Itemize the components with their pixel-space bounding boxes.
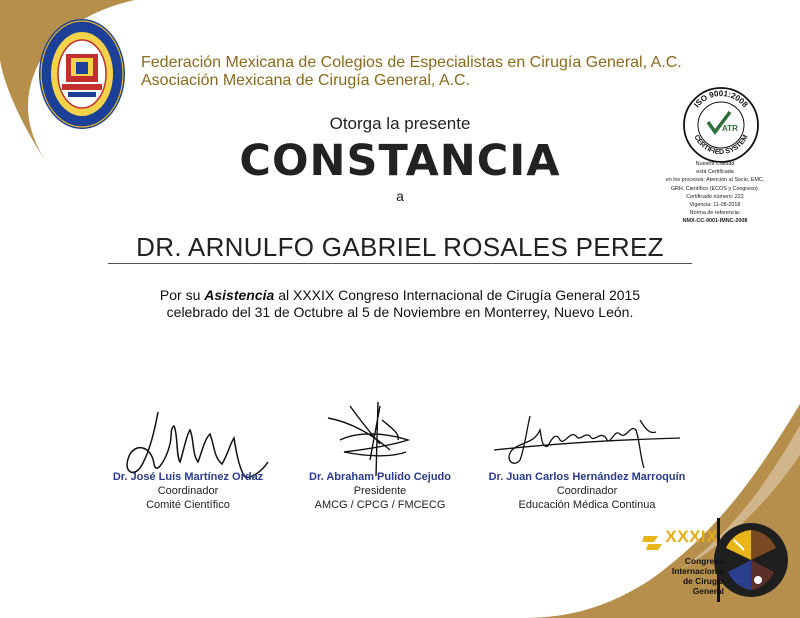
iso-line: Vigencia: 11-08-2018 [689, 202, 741, 209]
congress-line: General [692, 586, 724, 596]
signatory-2 [296, 470, 464, 512]
signatory-role: Presidente [353, 485, 407, 497]
iso-line: está Certificada [696, 169, 734, 176]
iso-line: Norma de referencia: [689, 210, 741, 217]
description-emphasis: Asistencia [204, 287, 275, 303]
recipient-underline [108, 263, 692, 264]
congress-logo-text [640, 527, 724, 596]
congress-numeral: XXXIX [665, 527, 718, 546]
signatory-area: Educación Médica Continua [518, 499, 656, 511]
signatory-3 [478, 470, 696, 512]
recipient-name: DR. ARNULFO GABRIEL ROSALES PEREZ [136, 232, 664, 262]
iso-line: GRH, Científico (ECOS y Congreso). [670, 185, 760, 192]
signatory-role: Coordinador [157, 485, 219, 497]
congress-line: Congreso [684, 556, 724, 566]
description-line-2: celebrado del 31 de Octubre al 5 de Noviembre en Monterrey, Nuevo León. [166, 304, 634, 320]
description-prefix: Por su [159, 287, 205, 303]
iso-norm: NMX-CC-9001-IMNC-2008 [682, 218, 748, 225]
signatory-area: AMCG / CPCG / FMCECG [314, 499, 446, 511]
signatory-name: Dr. Juan Carlos Hernández Marroquín [488, 471, 686, 483]
congress-line: de Cirugía [683, 576, 724, 586]
signatory-role: Coordinador [556, 485, 618, 497]
signatory-name: Dr. José Luis Martínez Ordaz [112, 471, 264, 483]
signature-2-icon [320, 400, 420, 478]
svg-text:ISO 9001:2008: ISO 9001:2008 [692, 88, 750, 110]
iso-line: en los procesos: Atención al Socio, EMC, [665, 177, 765, 184]
signatory-name: Dr. Abraham Pulido Cejudo [309, 471, 451, 483]
signatory-area: Comité Científico [146, 499, 230, 511]
svg-text:ATR: ATR [722, 124, 738, 133]
congress-line: Internacional [671, 566, 724, 576]
signatory-1 [108, 470, 268, 512]
organization-name-primary: Federación Mexicana de Colegios de Especialistas en Cirugía General, A.C. [141, 54, 682, 71]
certificate-title: CONSTANCIA [239, 136, 561, 186]
intro-text: Otorga la presente [329, 114, 471, 133]
svg-text:CERTIFIED SYSTEM: CERTIFIED SYSTEM [692, 133, 750, 157]
iso-line: Nuestra Calidad [695, 161, 735, 167]
organization-name-secondary: Asociación Mexicana de Cirugía General, A.C. [141, 72, 471, 89]
iso-line: Certificado número: 222 [686, 193, 744, 200]
description-rest: al XXXIX Congreso Internacional de Cirugía General 2015 [274, 287, 641, 303]
connector-text: a [396, 188, 404, 204]
description-line-1 [0, 287, 800, 303]
signature-3-icon [490, 410, 686, 472]
